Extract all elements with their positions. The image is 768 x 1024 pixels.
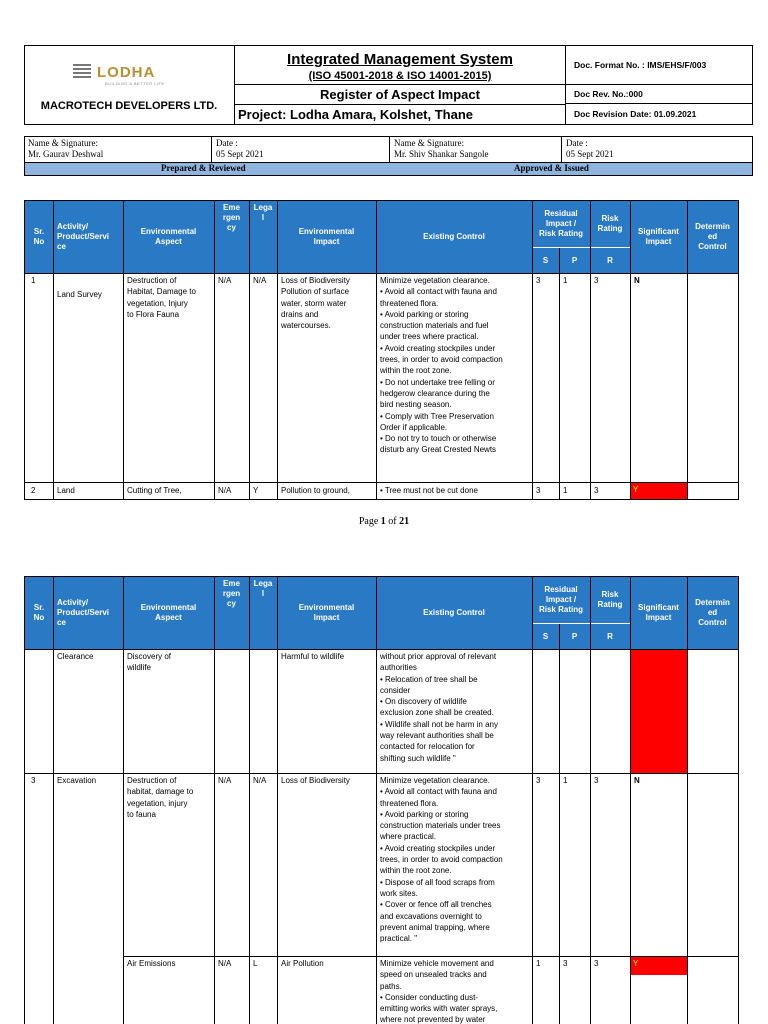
aspect-impact-table-page1 [24, 200, 739, 500]
row3-control: Minimize vegetation clearance. • Avoid all contact with fauna and threatened flora. • Avoid parking or storing construction materials under trees where practical. • Avoid creating stockpiles under trees, in order to avoid compaction within the root zone. • Dispose of all food scraps from work sites. • Cover or fence off all trenches and excavations overnight to prevent animal trapping, where practical. " [380, 776, 503, 944]
logo-text: LODHA [97, 64, 156, 81]
row4-control: Minimize vehicle movement and speed on unsealed tracks and paths. • Consider conducting dust- emitting works with water sprays, where not prevented by water [380, 959, 498, 1024]
cont-control: without prior approval of relevant authorities • Relocation of tree shall be consider • On discovery of wildlife exclusion zone shall be created. • Wildlife shall not be harm in any way relevant authorities shall be contacted for relocation for shifting such wildlife " [380, 652, 498, 763]
col-r: R [607, 255, 613, 265]
row1-r: 3 [594, 276, 599, 285]
row2-impact: Pollution to ground, [281, 486, 350, 495]
signoff-table [24, 136, 753, 176]
table-header [25, 577, 738, 649]
doc-info-cell [566, 46, 752, 124]
col-risk-rating: Risk Rating [597, 214, 623, 233]
logo-tagline: BUILDING A BETTER LIFE [105, 81, 165, 86]
col-activity: Activity/ Product/Servi ce [57, 598, 110, 627]
prepared-date: 05 Sept 2021 [216, 149, 264, 159]
col-legal: Lega l [253, 203, 273, 222]
approved-name: Mr. Shiv Shankar Sangole [394, 149, 489, 159]
row1-control: Minimize vegetation clearance. • Avoid all contact with fauna and threatened flora. • Avoid parking or storing construction materials and fuel under trees where practical. • Avoid creating stockpiles under trees, in order to avoid compaction within the root zone. • Do not undertake tree felling or hedgerow clearance during the bird nesting season. • Comply with Tree Preservation Order if applicable. • Do not try to touch or otherwise disturb any Great Crested Newts [380, 276, 503, 455]
row4-legal: L [253, 959, 258, 968]
row2-r: 3 [594, 486, 599, 495]
col-r: R [607, 631, 613, 641]
row4-s: 1 [536, 959, 541, 968]
col-emergency: Eme rgen cy [222, 203, 241, 232]
cont-activity: Clearance [57, 652, 94, 661]
prepared-name: Mr. Gaurav Deshwal [28, 149, 104, 159]
row1-impact: Loss of Biodiversity Pollution of surface water, storm water drains and watercourses. [281, 276, 350, 331]
col-s: S [542, 631, 549, 641]
col-p: P [571, 631, 578, 641]
approved-date: 05 Sept 2021 [566, 149, 614, 159]
cont-significant-cell [631, 650, 687, 773]
aspect-impact-table-page2 [24, 576, 739, 1024]
row2-activity: Land [57, 486, 75, 495]
title-cell [235, 46, 566, 124]
approved-role: Approved & Issued [514, 163, 589, 173]
row4-significant-cell [631, 957, 687, 975]
row1-p: 1 [563, 276, 568, 285]
row3-s: 3 [536, 776, 541, 785]
row2-significant: Y [633, 485, 639, 494]
col-s: S [542, 255, 549, 265]
cont-aspect: Discovery of wildlife [127, 652, 172, 673]
approved-date-label: Date : [566, 138, 588, 148]
row1-significant: N [634, 276, 640, 285]
row1-s: 3 [536, 276, 541, 285]
prepared-name-label: Name & Signature: [28, 138, 98, 148]
col-residual: Residual Impact / Risk Rating [538, 209, 583, 238]
col-env-impact: Environmental Impact [298, 227, 355, 246]
doc-revision-number: Doc Rev. No.:000 [566, 85, 752, 104]
row4-impact: Air Pollution [281, 959, 324, 968]
col-env-aspect: Environmental Aspect [140, 227, 197, 246]
col-residual: Residual Impact / Risk Rating [538, 585, 583, 614]
row2-aspect: Cutting of Tree, [127, 486, 182, 495]
table-header [25, 201, 738, 273]
row2-p: 1 [563, 486, 568, 495]
col-risk-rating: Risk Rating [597, 590, 623, 609]
col-significant: Significant Impact [638, 227, 679, 246]
signoff-role-bar [25, 162, 752, 175]
row2-significant-cell [631, 483, 687, 499]
col-sr-no: Sr. No [33, 603, 45, 622]
prepared-role: Prepared & Reviewed [161, 163, 246, 173]
document-header [24, 45, 753, 125]
approved-name-label: Name & Signature: [394, 138, 464, 148]
row1-legal: N/A [253, 276, 267, 285]
row3-p: 1 [563, 776, 568, 785]
row1-activity: Land Survey [57, 290, 102, 299]
row4-emergency: N/A [218, 959, 232, 968]
row4-r: 3 [594, 959, 599, 968]
row4-aspect: Air Emissions [127, 959, 176, 968]
row2-control: • Tree must not be cut done [380, 486, 478, 495]
row1-emergency: N/A [218, 276, 232, 285]
col-determined: Determin ed Control [695, 222, 730, 251]
row2-s: 3 [536, 486, 541, 495]
iso-standards: (ISO 45001-2018 & ISO 14001-2015) [308, 70, 492, 82]
col-env-impact: Environmental Impact [298, 603, 355, 622]
register-title: Register of Aspect Impact [320, 87, 480, 102]
row1-sr: 1 [31, 276, 36, 285]
row4-p: 3 [563, 959, 568, 968]
doc-format-number: Doc. Format No. : IMS/EHS/F/003 [566, 46, 752, 85]
row3-sr: 3 [31, 776, 36, 785]
col-sr-no: Sr. No [33, 227, 45, 246]
col-activity: Activity/ Product/Servi ce [57, 222, 110, 251]
prepared-date-label: Date : [216, 138, 238, 148]
row3-significant: N [634, 776, 640, 785]
lodha-logo-icon [73, 64, 91, 78]
row3-activity: Excavation [57, 776, 97, 785]
company-name: MACROTECH DEVELOPERS LTD. [40, 100, 218, 112]
col-existing-control: Existing Control [423, 232, 485, 241]
row2-legal: Y [253, 486, 259, 495]
page-number: Page 1 of 21 [358, 516, 410, 527]
row3-emergency: N/A [218, 776, 232, 785]
doc-revision-date: Doc Revision Date: 01.09.2021 [574, 109, 697, 119]
row4-significant: Y [633, 959, 639, 968]
row3-aspect: Destruction of habitat, damage to vegetation, injury to fauna [127, 776, 194, 819]
project-name: Project: Lodha Amara, Kolshet, Thane [238, 107, 474, 122]
row2-sr: 2 [31, 486, 36, 495]
row1-aspect: Destruction of Habitat, Damage to vegetation, Injury to Flora Fauna [127, 276, 196, 319]
system-title: Integrated Management System [287, 51, 513, 68]
col-legal: Lega l [253, 579, 273, 598]
col-env-aspect: Environmental Aspect [140, 603, 197, 622]
col-p: P [571, 255, 578, 265]
col-significant: Significant Impact [638, 603, 679, 622]
col-existing-control: Existing Control [423, 608, 485, 617]
col-emergency: Eme rgen cy [222, 579, 241, 608]
row3-r: 3 [594, 776, 599, 785]
cont-impact: Harmful to wildlife [281, 652, 345, 661]
row3-legal: N/A [253, 776, 267, 785]
row3-impact: Loss of Biodiversity [281, 776, 350, 785]
logo-cell [25, 46, 235, 124]
col-determined: Determin ed Control [695, 598, 730, 627]
row2-emergency: N/A [218, 486, 232, 495]
